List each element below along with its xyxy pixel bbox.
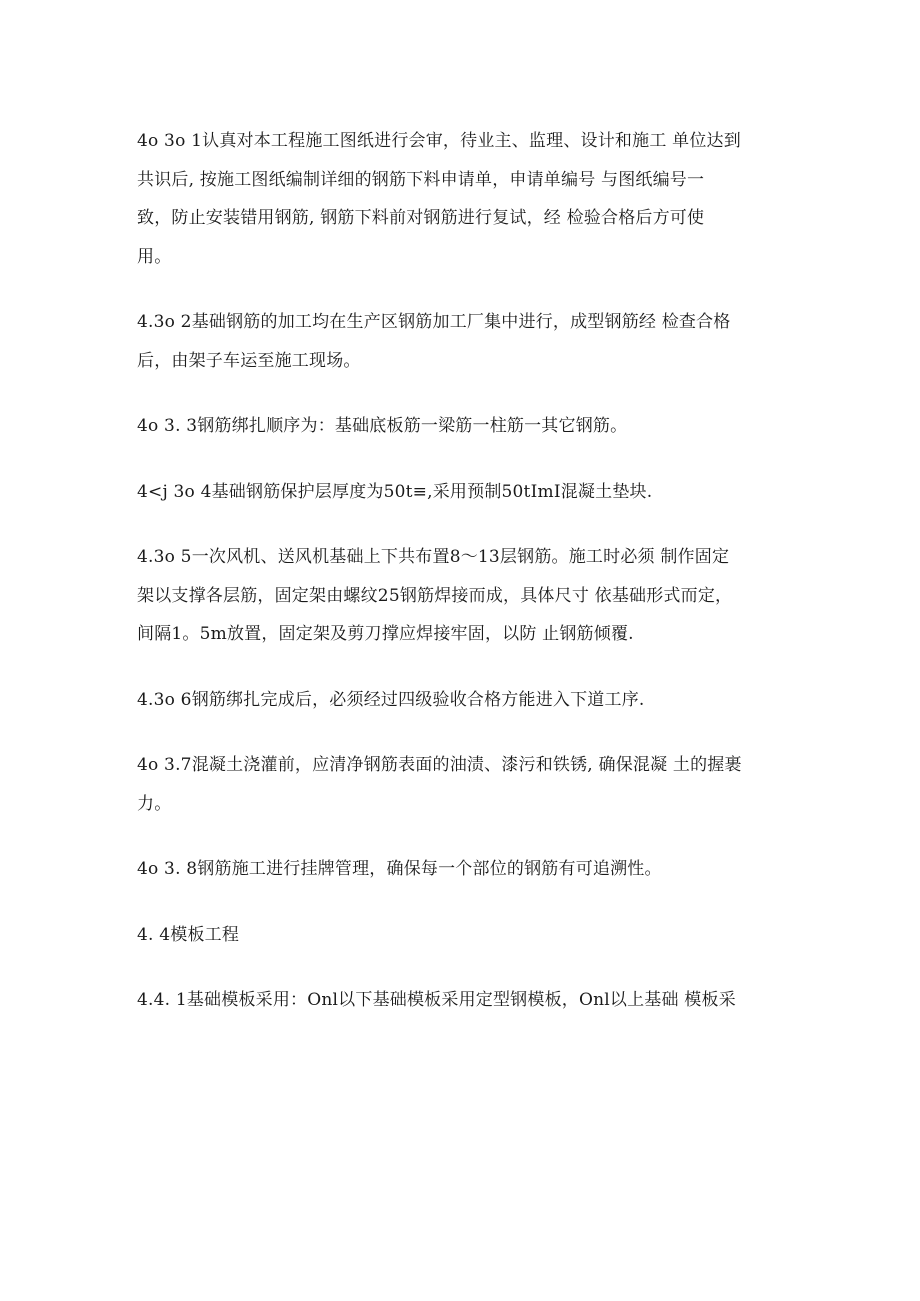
text-line: 架以支撑各层筋，固定架由螺纹25钢筋焊接而成，具体尺寸 依基础形式而定， [137,585,733,606]
text-line: 4.3o 6钢筋绑扎完成后，必须经过四级验收合格方能进入下道工序. [137,689,645,710]
paragraph [137,916,787,955]
paragraph [137,746,787,823]
text-line: 4.3o 2基础钢筋的加工均在生产区钢筋加工厂集中进行，成型钢筋经 检查合格 [137,312,731,332]
text-line: 4<j 3o 4基础钢筋保护层厚度为50t≡,采用预制50tImI混凝土垫块. [137,481,653,502]
paragraph [137,850,787,889]
paragraph [137,407,787,446]
text-line: 间隔1。5m放置，固定架及剪刀撑应焊接牢固，以防 止钢筋倾覆. [137,624,634,644]
paragraph [137,303,787,380]
paragraph [137,681,787,720]
paragraph [137,981,787,1020]
text-line: 4o 3. 3钢筋绑扎顺序为：基础底板筋一梁筋一柱筋一其它钢筋。 [137,416,628,436]
text-line: 用。 [137,246,172,267]
text-line: 4.3o 5一次风机、送风机基础上下共布置8～13层钢筋。施工时必须 制作固定 [137,547,730,567]
text-line: 4o 3.7混凝土浇灌前，应清净钢筋表面的油渍、漆污和铁锈, 确保混凝 土的握裹 [137,755,742,775]
text-line: 4o 3o 1认真对本工程施工图纸进行会审，待业主、监理、设计和施工 单位达到 [137,131,741,151]
paragraph [137,538,787,654]
paragraph [137,473,787,512]
text-line: 致，防止安装错用钢筋, 钢筋下料前对钢筋进行复试，经 检验合格后方可使 [137,208,705,228]
document-body [137,122,787,1047]
paragraph [137,122,787,276]
text-line: 后，由架子车运至施工现场。 [137,350,361,371]
text-line: 4. 4模板工程 [137,924,240,945]
text-line: 4o 3. 8钢筋施工进行挂牌管理，确保每一个部位的钢筋有可追溯性。 [137,859,662,879]
text-line: 共识后, 按施工图纸编制详细的钢筋下料申请单，申请单编号 与图纸编号一 [137,169,705,190]
text-line: 4.4. 1基础模板采用：Onl以下基础模板采用定型钢模板，Onl以上基础 模板采 [137,990,736,1010]
text-line: 力。 [137,793,172,814]
